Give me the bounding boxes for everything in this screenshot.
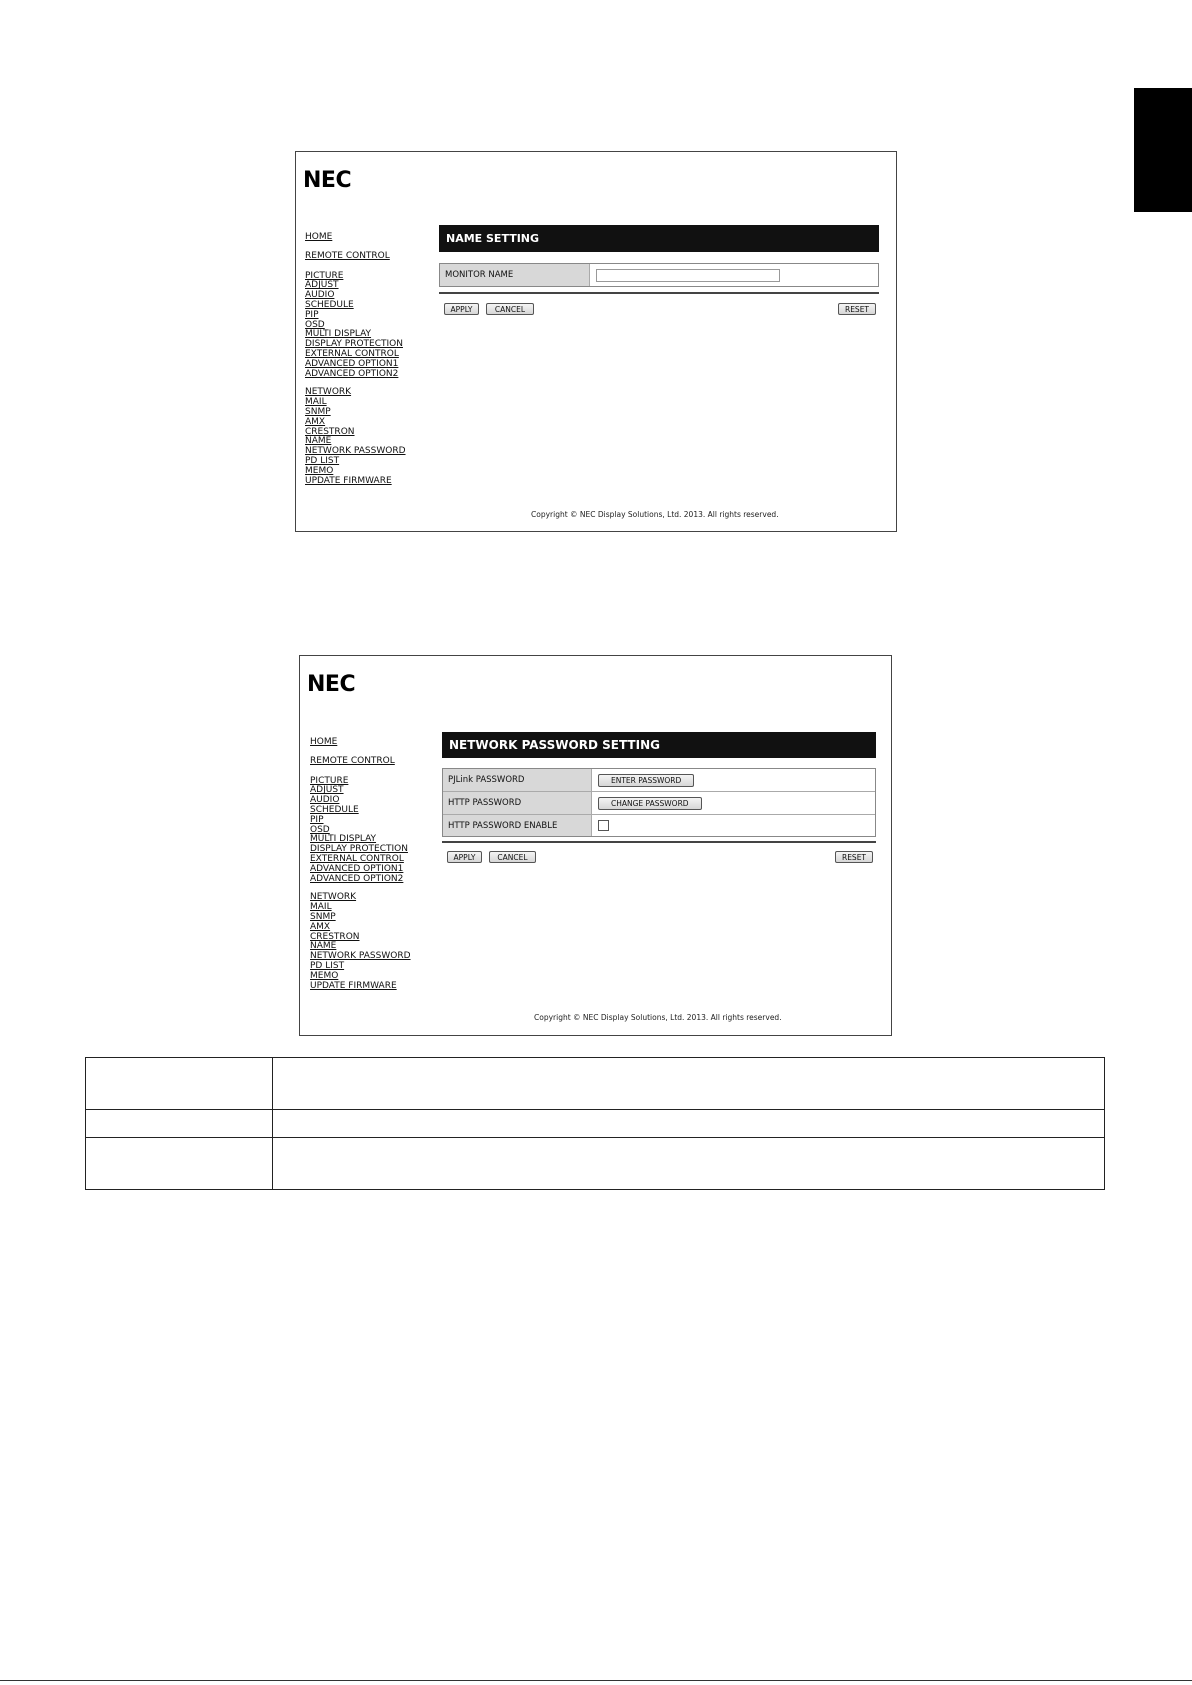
nav-group-2 bbox=[305, 272, 406, 380]
nav-link-pip[interactable]: PIP bbox=[310, 814, 324, 825]
nav-link-adjust[interactable]: ADJUST bbox=[310, 785, 344, 796]
nav-link-display-protection[interactable]: DISPLAY PROTECTION bbox=[310, 844, 408, 855]
nav-link-mail[interactable]: MAIL bbox=[310, 902, 332, 913]
nav-link-external-control[interactable]: EXTERNAL CONTROL bbox=[305, 348, 399, 359]
cancel-button[interactable]: CANCEL bbox=[486, 303, 534, 315]
table-row bbox=[440, 264, 878, 286]
cancel-button[interactable]: CANCEL bbox=[489, 851, 536, 863]
apply-button[interactable]: APPLY bbox=[447, 851, 482, 863]
divider bbox=[442, 841, 876, 843]
nav-link-advanced-option2[interactable]: ADVANCED OPTION2 bbox=[305, 368, 399, 379]
nav-link-pip[interactable]: PIP bbox=[305, 309, 319, 320]
nav-group-3 bbox=[305, 388, 406, 486]
table-cell bbox=[86, 1110, 273, 1138]
nav-link-update-firmware[interactable]: UPDATE FIRMWARE bbox=[310, 980, 397, 991]
nav-link-external-control[interactable]: EXTERNAL CONTROL bbox=[310, 853, 404, 864]
nav-link-amx[interactable]: AMX bbox=[305, 416, 326, 427]
divider bbox=[439, 292, 879, 294]
nav-link-osd[interactable]: OSD bbox=[310, 824, 330, 835]
reset-button[interactable]: RESET bbox=[835, 851, 873, 863]
nav-group-1 bbox=[305, 233, 406, 262]
nav-link-home[interactable]: HOME bbox=[310, 737, 338, 747]
description-table bbox=[85, 1057, 1105, 1190]
nav-link-memo[interactable]: MEMO bbox=[305, 465, 334, 476]
page-title: NETWORK PASSWORD SETTING bbox=[442, 732, 876, 758]
table-row bbox=[443, 792, 875, 815]
nav-link-network-password[interactable]: NETWORK PASSWORD bbox=[310, 951, 411, 962]
nav-link-home[interactable]: HOME bbox=[305, 232, 333, 242]
nav-link-crestron[interactable]: CRESTRON bbox=[305, 426, 355, 437]
table-row bbox=[86, 1138, 1105, 1190]
pjlink-password-label: PJLink PASSWORD bbox=[443, 769, 592, 791]
nav-link-mail[interactable]: MAIL bbox=[305, 397, 327, 408]
change-password-button[interactable]: CHANGE PASSWORD bbox=[598, 797, 702, 810]
footer-rule bbox=[0, 1680, 1192, 1681]
network-password-setting-screenshot bbox=[299, 655, 892, 1036]
nav-link-snmp[interactable]: SNMP bbox=[305, 406, 331, 417]
nav-link-snmp[interactable]: SNMP bbox=[310, 911, 336, 922]
settings-table bbox=[439, 263, 879, 287]
nav-link-amx[interactable]: AMX bbox=[310, 921, 331, 932]
monitor-name-input[interactable] bbox=[596, 269, 780, 282]
table-row bbox=[86, 1110, 1105, 1138]
nav-link-osd[interactable]: OSD bbox=[305, 319, 325, 330]
copyright: Copyright © NEC Display Solutions, Ltd. 2013. All rights reserved. bbox=[534, 1013, 782, 1022]
nav-link-crestron[interactable]: CRESTRON bbox=[310, 931, 360, 942]
apply-button[interactable]: APPLY bbox=[444, 303, 479, 315]
sidebar-nav bbox=[305, 233, 406, 486]
nav-group-3 bbox=[310, 893, 411, 991]
nav-link-audio[interactable]: AUDIO bbox=[310, 795, 340, 806]
nav-link-remote-control[interactable]: REMOTE CONTROL bbox=[305, 250, 390, 261]
name-setting-screenshot bbox=[295, 151, 897, 532]
nav-link-pd-list[interactable]: PD LIST bbox=[305, 455, 340, 466]
table-cell bbox=[86, 1058, 273, 1110]
nav-link-network[interactable]: NETWORK bbox=[305, 387, 352, 398]
nav-group-1 bbox=[310, 738, 411, 767]
page-title: NAME SETTING bbox=[439, 225, 879, 252]
table-row bbox=[86, 1058, 1105, 1110]
nav-link-picture[interactable]: PICTURE bbox=[305, 270, 344, 281]
nav-link-update-firmware[interactable]: UPDATE FIRMWARE bbox=[305, 475, 392, 486]
sidebar-nav bbox=[310, 738, 411, 991]
nav-link-advanced-option1[interactable]: ADVANCED OPTION1 bbox=[310, 863, 404, 874]
table-cell bbox=[273, 1058, 1105, 1110]
copyright: Copyright © NEC Display Solutions, Ltd. 2013. All rights reserved. bbox=[531, 510, 779, 519]
monitor-name-label: MONITOR NAME bbox=[440, 264, 590, 286]
nav-link-network-password[interactable]: NETWORK PASSWORD bbox=[305, 446, 406, 457]
nav-link-picture[interactable]: PICTURE bbox=[310, 775, 349, 786]
nav-link-multi-display[interactable]: MULTI DISPLAY bbox=[310, 834, 377, 845]
settings-table bbox=[442, 768, 876, 837]
table-row bbox=[443, 815, 875, 836]
nav-link-name[interactable]: NAME bbox=[305, 436, 332, 447]
table-cell bbox=[86, 1138, 273, 1190]
enter-password-button[interactable]: ENTER PASSWORD bbox=[598, 774, 694, 787]
nav-link-display-protection[interactable]: DISPLAY PROTECTION bbox=[305, 339, 403, 350]
nav-link-advanced-option2[interactable]: ADVANCED OPTION2 bbox=[310, 873, 404, 884]
nec-logo: NEC bbox=[307, 672, 356, 697]
nav-link-adjust[interactable]: ADJUST bbox=[305, 280, 339, 291]
nav-link-schedule[interactable]: SCHEDULE bbox=[310, 804, 359, 815]
nav-link-remote-control[interactable]: REMOTE CONTROL bbox=[310, 755, 395, 766]
nav-link-multi-display[interactable]: MULTI DISPLAY bbox=[305, 329, 372, 340]
reset-button[interactable]: RESET bbox=[838, 303, 876, 315]
language-tab bbox=[1134, 88, 1192, 212]
nec-logo: NEC bbox=[303, 168, 352, 193]
nav-link-memo[interactable]: MEMO bbox=[310, 970, 339, 981]
table-cell bbox=[273, 1138, 1105, 1190]
nav-link-name[interactable]: NAME bbox=[310, 941, 337, 952]
nav-link-audio[interactable]: AUDIO bbox=[305, 290, 335, 301]
table-cell bbox=[273, 1110, 1105, 1138]
table-row bbox=[443, 769, 875, 792]
nav-link-advanced-option1[interactable]: ADVANCED OPTION1 bbox=[305, 358, 399, 369]
nav-link-network[interactable]: NETWORK bbox=[310, 892, 357, 903]
http-password-enable-checkbox[interactable] bbox=[598, 820, 609, 831]
http-password-label: HTTP PASSWORD bbox=[443, 792, 592, 814]
http-password-enable-label: HTTP PASSWORD ENABLE bbox=[443, 815, 592, 836]
nav-link-schedule[interactable]: SCHEDULE bbox=[305, 299, 354, 310]
nav-group-2 bbox=[310, 777, 411, 885]
nav-link-pd-list[interactable]: PD LIST bbox=[310, 960, 345, 971]
